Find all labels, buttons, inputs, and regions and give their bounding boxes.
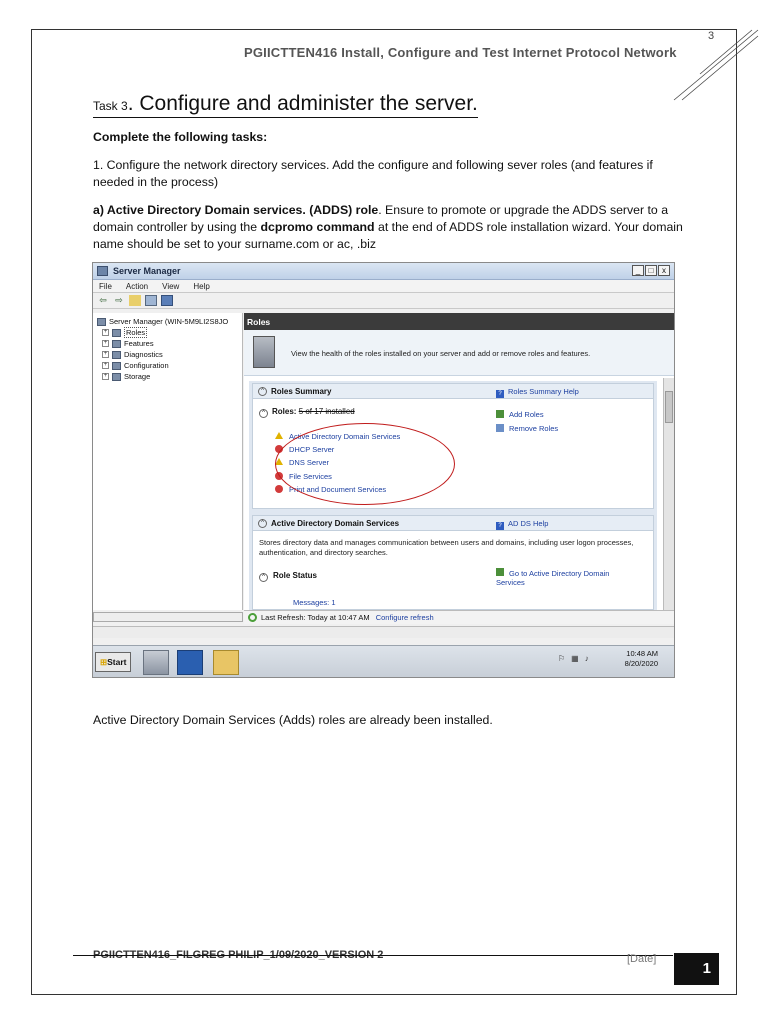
tree-root[interactable] xyxy=(97,316,242,327)
item-1: 1. Configure the network directory services. Add the configure and following sever roles (and features if needed in the process) xyxy=(93,158,653,189)
menu-view[interactable]: View xyxy=(162,281,180,291)
item-a-text: . Ensure to promote or upgrade the ADDS server to a domain controller by using the xyxy=(93,203,669,234)
goto-adds-label: Go to Active Directory Domain Services xyxy=(496,569,610,587)
tree-item-configuration[interactable] xyxy=(97,360,242,371)
network-icon[interactable]: ▦ xyxy=(571,654,579,663)
navigation-tree xyxy=(93,313,243,610)
server-icon xyxy=(97,318,106,326)
goto-icon xyxy=(496,568,504,576)
tree-item-label: Features xyxy=(124,339,154,348)
menu-file[interactable]: File xyxy=(99,281,112,291)
back-arrow-icon[interactable]: ⇦ xyxy=(99,295,107,305)
role-label: DHCP Server xyxy=(289,445,335,455)
show-hide-tree-icon[interactable] xyxy=(145,295,157,306)
messages-link[interactable]: Messages: 1 xyxy=(293,598,336,607)
collapse-icon[interactable]: ^ xyxy=(258,387,267,396)
menu-action[interactable]: Action xyxy=(125,281,149,291)
tree-horizontal-scrollbar[interactable] xyxy=(93,612,243,622)
complete-label: Complete the following tasks: xyxy=(93,130,268,144)
roles-content-pane xyxy=(244,313,674,610)
task-title: . Configure and administer the server. xyxy=(127,92,478,115)
roles-summary-title: Roles Summary xyxy=(271,387,332,396)
expand-icon[interactable]: + xyxy=(103,373,108,379)
roles-icon xyxy=(112,329,121,337)
top-page-number: 3 xyxy=(708,30,715,42)
roles-actions xyxy=(496,408,558,436)
server-manager-icon xyxy=(97,266,108,276)
tree-root-label: Server Manager (WIN-5M9LI2S8JO xyxy=(109,317,229,326)
configuration-icon xyxy=(112,362,121,370)
adds-header xyxy=(253,516,653,531)
server-manager-taskbar-icon[interactable] xyxy=(143,650,169,675)
help-icon: ? xyxy=(496,390,504,398)
add-roles-link[interactable] xyxy=(496,408,558,422)
refresh-status xyxy=(244,610,674,624)
add-roles-icon xyxy=(496,410,504,418)
roles-summary-section xyxy=(252,383,654,509)
roles-count xyxy=(259,407,355,418)
item-a-command: dcpromo command xyxy=(260,220,375,234)
tree-item-label: Roles xyxy=(126,328,146,337)
role-label: Active Directory Domain Services xyxy=(289,432,401,441)
last-refresh-text: Last Refresh: Today at 10:47 AM xyxy=(261,613,370,622)
status-bar xyxy=(93,626,674,638)
role-label: File Services xyxy=(289,471,332,481)
volume-icon[interactable]: ♪ xyxy=(584,654,589,663)
item-a xyxy=(93,202,683,253)
header-title: PGIICTTEN416 Install, Configure and Test Internet Protocol Network xyxy=(244,45,677,60)
add-roles-label: Add Roles xyxy=(509,410,544,419)
configure-refresh-link[interactable]: Configure refresh xyxy=(375,613,434,622)
expand-icon[interactable]: + xyxy=(103,340,108,346)
server-tower-icon xyxy=(253,336,275,368)
start-label: Start xyxy=(107,657,127,667)
footer-text: PGIICTTEN416_FILGREG PHILIP_1/09/2020_VERSION 2 xyxy=(93,949,384,961)
help-icon: ? xyxy=(496,522,504,530)
up-folder-icon[interactable] xyxy=(129,295,141,306)
note-text: Active Directory Domain Services (Adds) roles are already been installed. xyxy=(93,713,493,727)
tree-item-diagnostics[interactable] xyxy=(97,349,242,360)
remove-roles-link[interactable] xyxy=(496,422,558,436)
taskbar xyxy=(93,645,674,678)
adds-description: Stores directory data and manages communication between users and domains, including user logon processes, authentication, and directory searches. xyxy=(259,538,634,557)
roles-summary-help-label: Roles Summary Help xyxy=(508,387,579,396)
maximize-button[interactable]: □ xyxy=(645,265,657,276)
warning-icon xyxy=(275,432,283,439)
toolbar xyxy=(93,293,674,309)
roles-summary-header xyxy=(253,384,653,399)
corner-decoration xyxy=(660,26,760,106)
server-manager-screenshot xyxy=(92,262,675,678)
roles-label: Roles: xyxy=(272,407,297,416)
clock-time: 10:48 AM xyxy=(626,649,658,658)
adds-section xyxy=(252,515,654,610)
features-icon xyxy=(112,340,121,348)
powershell-taskbar-icon[interactable] xyxy=(177,650,203,675)
roles-header-bar: Roles xyxy=(244,313,674,330)
error-icon xyxy=(275,485,283,493)
footer-date: [Date] xyxy=(627,953,657,965)
tree-item-label: Diagnostics xyxy=(124,350,163,359)
clock-date: 8/20/2020 xyxy=(624,659,658,668)
tree-item-label: Storage xyxy=(124,372,151,381)
refresh-icon[interactable] xyxy=(248,613,257,622)
menu-bar xyxy=(93,280,674,293)
forward-arrow-icon[interactable]: ⇨ xyxy=(115,295,123,305)
storage-icon xyxy=(112,373,121,381)
tree-item-features[interactable] xyxy=(97,338,242,349)
red-highlight-ellipse xyxy=(275,423,455,505)
menu-help[interactable]: Help xyxy=(193,281,210,291)
collapse-icon[interactable]: ^ xyxy=(259,573,268,582)
adds-title: Active Directory Domain Services xyxy=(271,519,400,528)
collapse-icon[interactable]: ^ xyxy=(259,409,268,418)
collapse-icon[interactable]: ^ xyxy=(258,519,267,528)
roles-intro-text: View the health of the roles installed on your server and add or remove roles and features. xyxy=(291,349,591,358)
role-status-label: Role Status xyxy=(273,571,318,580)
adds-help-label: AD DS Help xyxy=(508,519,549,528)
expand-icon[interactable]: + xyxy=(103,351,108,357)
close-button[interactable]: x xyxy=(658,265,670,276)
expand-icon[interactable]: + xyxy=(103,329,108,335)
role-label: DNS Server xyxy=(289,458,330,468)
item-a-text-2: at the end of ADDS role installation wizard. Your domain name should be set to your surname.com or ac, .biz xyxy=(93,220,683,251)
page-number-box: 1 xyxy=(674,953,719,985)
task-prefix: Task 3 xyxy=(93,99,128,113)
minimize-button[interactable]: _ xyxy=(632,265,644,276)
remove-roles-label: Remove Roles xyxy=(509,424,559,433)
explorer-taskbar-icon[interactable] xyxy=(213,650,239,675)
tree-item-roles[interactable] xyxy=(97,327,242,338)
tree-item-storage[interactable] xyxy=(97,371,242,382)
taskbar-clock[interactable] xyxy=(618,649,658,669)
start-button[interactable] xyxy=(95,652,131,672)
system-tray xyxy=(558,654,589,663)
roles-panels xyxy=(249,381,657,610)
remove-roles-icon xyxy=(496,424,504,432)
task-heading xyxy=(93,92,478,118)
diagnostics-icon xyxy=(112,351,121,359)
adds-help-link[interactable] xyxy=(496,519,548,530)
help-icon[interactable] xyxy=(161,295,173,306)
window-titlebar xyxy=(93,263,674,280)
window-title: Server Manager xyxy=(113,266,181,276)
goto-adds-link[interactable] xyxy=(496,568,636,587)
roles-count-value: 5 of 17 installed xyxy=(298,407,355,416)
roles-intro xyxy=(244,330,674,376)
role-label: Print and Document Services xyxy=(289,484,387,494)
tree-item-label: Configuration xyxy=(124,361,169,370)
footer-rule xyxy=(73,955,673,956)
role-status xyxy=(259,571,317,582)
item-a-heading: a) Active Directory Domain services. (ADDS) role xyxy=(93,203,379,217)
flag-icon[interactable]: ⚐ xyxy=(558,654,566,663)
content-vertical-scrollbar[interactable] xyxy=(663,378,674,610)
windows-logo-icon: ⊞ xyxy=(100,657,108,667)
scrollbar-thumb[interactable] xyxy=(665,391,673,423)
roles-summary-help-link[interactable] xyxy=(496,387,579,398)
expand-icon[interactable]: + xyxy=(103,362,108,368)
